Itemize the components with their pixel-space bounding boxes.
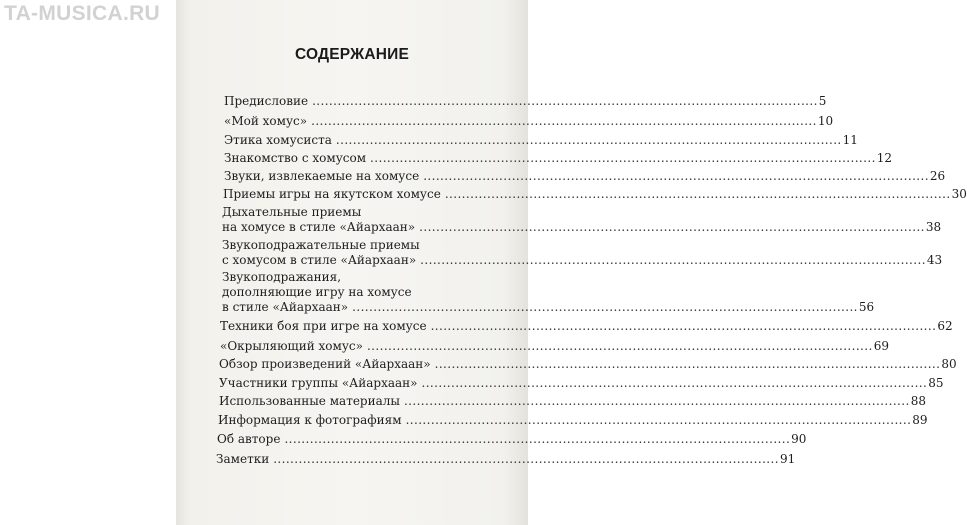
toc-page-number: 80 <box>941 357 957 371</box>
toc-entry-row <box>224 133 858 148</box>
toc-entry <box>224 151 893 166</box>
toc-entry-title: «Окрыляющий хомус» <box>220 339 363 353</box>
toc-entry-title: Об авторе <box>217 432 281 446</box>
toc-entry <box>224 94 827 109</box>
dot-leader: ........................................................................................................................ <box>419 220 925 234</box>
toc-entry-title-line: Дыхательные приемы <box>222 205 362 219</box>
dot-leader: ........................................................................................................................ <box>352 300 858 314</box>
toc-entry-title: Техники боя при игре на хомусе <box>220 319 427 333</box>
toc-page-number: 30 <box>951 187 967 201</box>
toc-entry-title: Предисловие <box>224 94 309 108</box>
dot-leader: ........................................................................................................................ <box>284 432 791 446</box>
dot-leader: ........................................................................................................................ <box>405 413 912 427</box>
toc-page-number: 5 <box>818 94 827 108</box>
dot-leader: ........................................................................................................................ <box>420 253 926 267</box>
toc-entry-row <box>224 169 946 184</box>
toc-entry-row <box>222 253 943 268</box>
toc-entry <box>217 432 807 447</box>
toc-entry <box>216 452 796 467</box>
toc-page-number: 69 <box>873 339 889 353</box>
toc-entry-title-line: Звукоподражания, <box>222 270 342 284</box>
dot-leader: ........................................................................................................................ <box>273 452 779 466</box>
toc-entry <box>222 270 875 315</box>
toc-entry <box>224 169 946 184</box>
toc-page-number: 26 <box>929 169 946 183</box>
dot-leader: ........................................................................................................................ <box>370 151 876 165</box>
toc-page-number: 11 <box>842 133 858 147</box>
toc-entry-row <box>224 151 893 166</box>
toc-entry <box>222 238 943 268</box>
toc-entry-title: Обзор произведений «Айархаан» <box>219 357 431 371</box>
toc-entry-row <box>218 413 928 428</box>
toc-entry-title: Заметки <box>216 452 270 466</box>
toc-page-number: 88 <box>910 394 926 408</box>
dot-leader: ........................................................................................................................ <box>434 357 941 371</box>
toc-entry-row <box>219 376 944 391</box>
toc-page-number: 85 <box>928 376 944 390</box>
toc-entry-title: «Мой хомус» <box>224 114 308 128</box>
page-title: СОДЕРЖАНИЕ <box>294 46 410 63</box>
toc-entry <box>224 114 834 129</box>
dot-leader: ........................................................................................................................ <box>335 133 842 147</box>
toc-entry-row <box>220 319 953 334</box>
table-of-contents <box>176 0 967 525</box>
toc-entry-row <box>222 300 875 315</box>
toc-page-number: 89 <box>912 413 928 427</box>
toc-entry <box>219 357 957 372</box>
dot-leader: ........................................................................................................................ <box>444 187 951 201</box>
toc-entry <box>218 413 928 428</box>
dot-leader: ........................................................................................................................ <box>421 376 928 390</box>
toc-entry-title: Информация к фотографиям <box>218 413 402 427</box>
toc-entry <box>219 394 926 409</box>
dot-leader: ........................................................................................................................ <box>366 339 873 353</box>
toc-page-number: 91 <box>779 452 796 466</box>
toc-entry <box>220 319 953 334</box>
dot-leader: ........................................................................................................................ <box>311 114 817 128</box>
book-page <box>176 0 967 525</box>
toc-entry-row <box>222 220 942 235</box>
dot-leader: ........................................................................................................................ <box>423 169 929 183</box>
toc-entry-title: Использованные материалы <box>219 394 400 408</box>
toc-entry-title: Этика хомусиста <box>224 133 332 147</box>
toc-entry-title: с хомусом в стиле «Айархаан» <box>222 253 417 267</box>
dot-leader: ........................................................................................................................ <box>430 319 937 333</box>
toc-entry-title-line: дополняющие игру на хомусе <box>222 285 412 299</box>
toc-entry <box>219 376 944 391</box>
toc-page-number: 38 <box>925 220 942 234</box>
toc-page-number: 62 <box>937 319 953 333</box>
toc-entry-row <box>224 114 834 129</box>
toc-entry-row <box>217 432 807 447</box>
toc-page-number: 12 <box>876 151 893 165</box>
toc-page-number: 10 <box>817 114 834 128</box>
toc-entry <box>223 187 967 202</box>
toc-entry-row <box>219 357 957 372</box>
toc-entry-row <box>220 339 889 354</box>
watermark-logo: TA-MUSICA.RU <box>4 2 161 25</box>
toc-entry-row <box>216 452 796 467</box>
toc-entry-row <box>223 187 967 202</box>
toc-entry-title: Участники группы «Айархаан» <box>219 376 418 390</box>
dot-leader: ........................................................................................................................ <box>403 394 910 408</box>
toc-entry <box>224 133 858 148</box>
toc-entry <box>220 339 889 354</box>
toc-entry-title: в стиле «Айархаан» <box>222 300 349 314</box>
toc-entry-title: Приемы игры на якутском хомусе <box>223 187 441 201</box>
toc-entry-title: Знакомство с хомусом <box>224 151 367 165</box>
toc-entry-row <box>224 94 827 109</box>
dot-leader: ........................................................................................................................ <box>312 94 818 108</box>
toc-entry <box>222 205 942 235</box>
toc-page-number: 90 <box>791 432 807 446</box>
toc-entry-title: на хомусе в стиле «Айархаан» <box>222 220 416 234</box>
toc-entry-title: Звуки, извлекаемые на хомусе <box>224 169 420 183</box>
toc-page-number: 43 <box>926 253 943 267</box>
toc-page-number: 56 <box>858 300 875 314</box>
toc-entry-title-line: Звукоподражательные приемы <box>222 238 420 252</box>
toc-entry-row <box>219 394 926 409</box>
